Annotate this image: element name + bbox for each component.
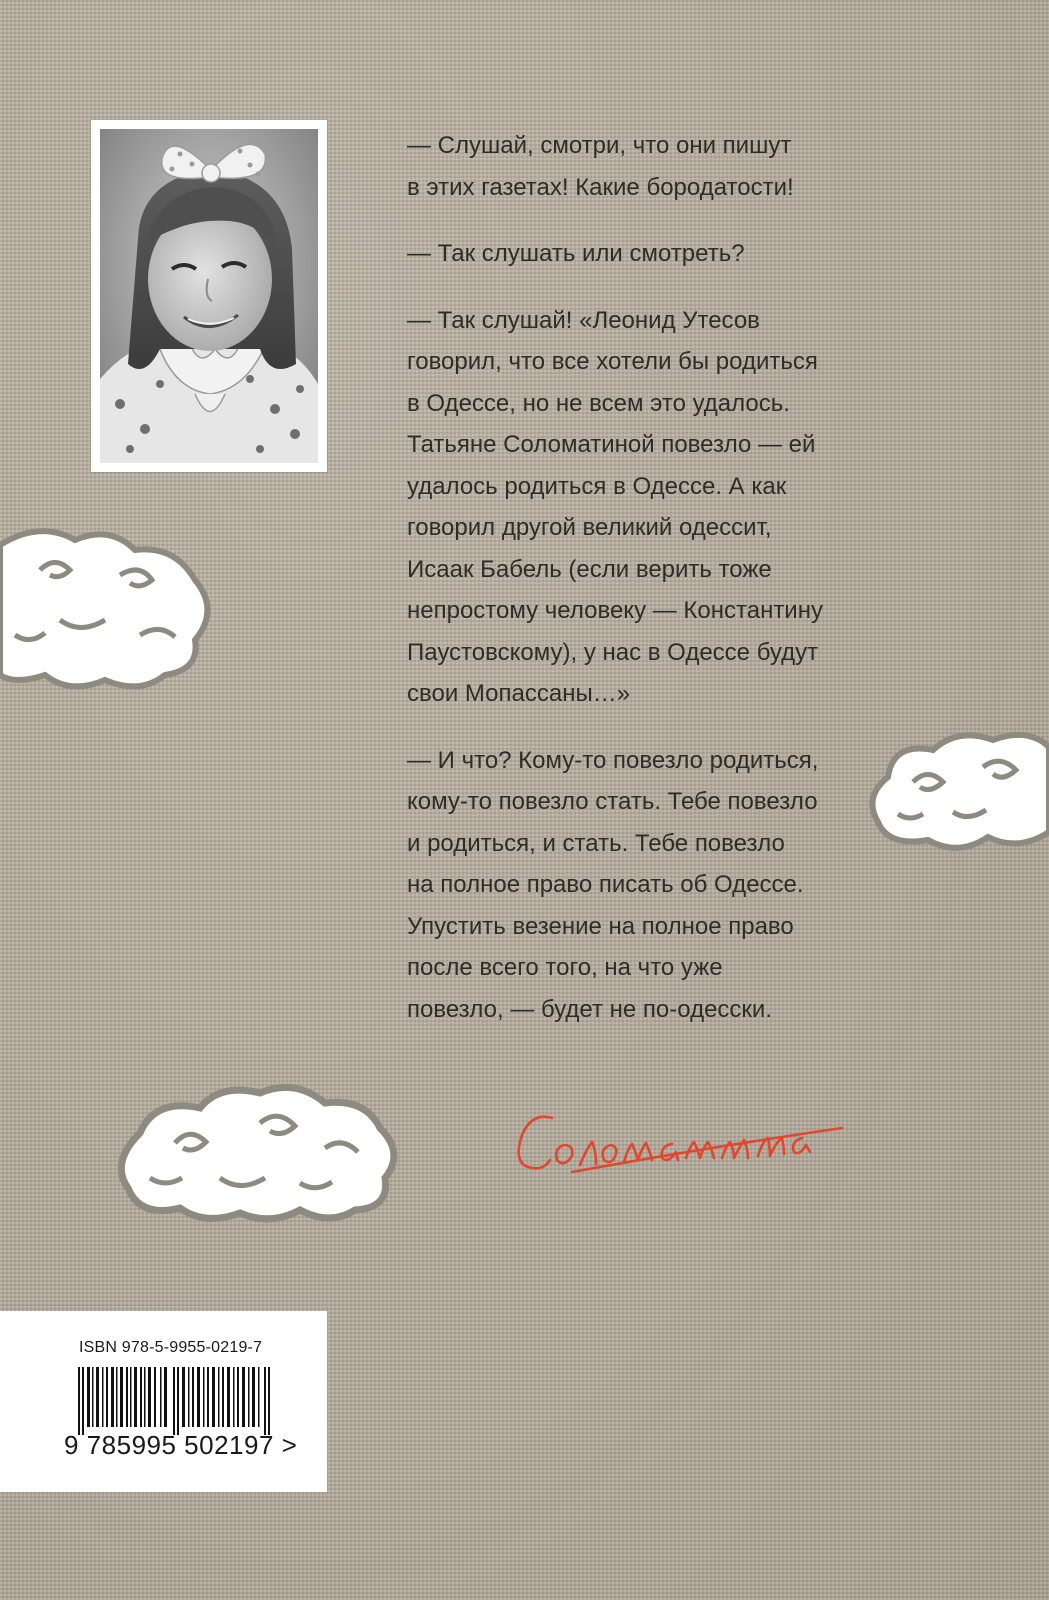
barcode-icon xyxy=(78,1367,278,1435)
barcode-digits: 9 785995 502197 > xyxy=(64,1430,298,1460)
cloud-left-icon xyxy=(0,525,215,695)
cloud-bottom-icon xyxy=(110,1078,405,1226)
paragraph-3: — Так слушай! «Леонид Утесов говорил, что все хотели бы родиться в Одессе, но не всем это удалось. Татьяне Соломатиной повезло — ей удалось родиться в Одессе. А как говорил другой великий одессит, Исаак Бабель (если верить тоже непростому человеку — Константину Паустовскому), у нас в Одессе будут свои Мопассаны…» xyxy=(407,306,823,707)
isbn-label: ISBN 978-5-9955-0219-7 xyxy=(79,1339,263,1356)
girl-portrait-image xyxy=(100,129,318,463)
author-signature xyxy=(512,1090,852,1190)
back-cover-text xyxy=(407,125,877,1055)
cloud-right-icon xyxy=(868,722,1049,857)
paragraph-4: — И что? Кому-то повезло родиться, кому-то повезло стать. Тебе повезло и родиться, и стать. Тебе повезло на полное право писать об Одессе. Упустить везение на полное право после всего того, на что уже повезло, — будет не по-одесски. xyxy=(407,746,819,1023)
paragraph-1: — Слушай, смотри, что они пишут в этих газетах! Какие бородатости! xyxy=(407,132,794,201)
author-childhood-photo xyxy=(91,120,327,472)
paragraph-2: — Так слушать или смотреть? xyxy=(407,240,745,267)
